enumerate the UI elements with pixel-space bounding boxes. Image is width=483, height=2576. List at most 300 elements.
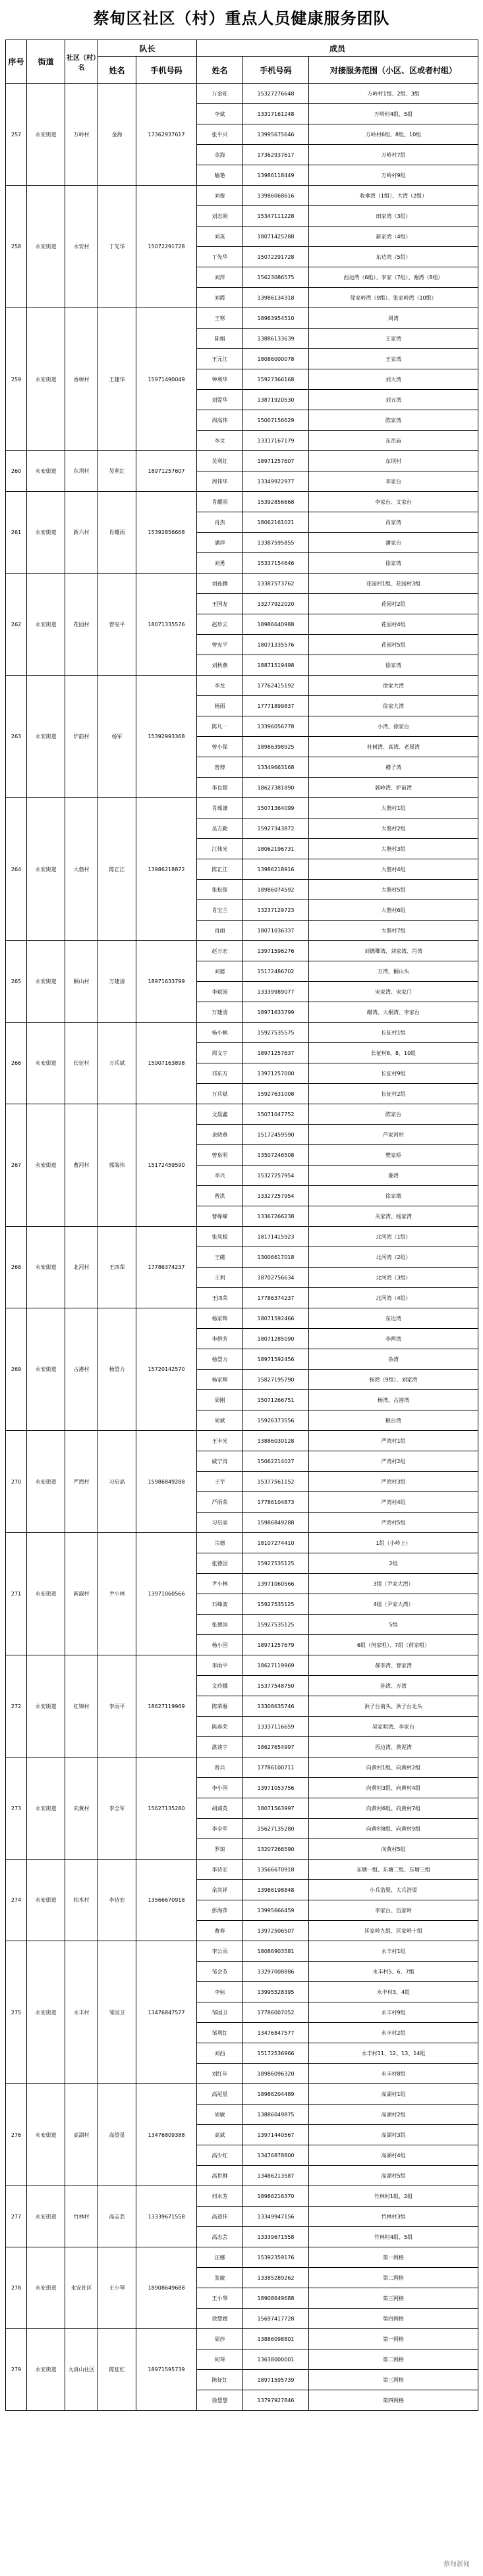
member-phone-cell: 13385289262	[243, 2268, 309, 2288]
member-name-cell: 汪娜	[197, 2247, 243, 2268]
community-cell: 北河村	[65, 1227, 98, 1308]
member-phone-cell: 13971060566	[243, 1574, 309, 1594]
member-phone-cell: 18986096320	[243, 2064, 309, 2084]
captain-phone-cell: 18627119969	[136, 1655, 197, 1758]
member-phone-cell: 17362937617	[243, 145, 309, 165]
table-row	[6, 2084, 478, 2105]
member-phone-cell: 15327257954	[243, 1166, 309, 1186]
member-scope-cell: 粮台湾	[309, 1410, 478, 1431]
member-name-cell: 李兴	[197, 1166, 243, 1186]
table-row	[6, 1860, 478, 1880]
member-scope-cell: 李两湾	[309, 1329, 478, 1349]
seq-cell: 271	[6, 1533, 27, 1655]
table-row	[6, 308, 478, 329]
member-phone-cell: 13006617018	[243, 1247, 309, 1268]
member-name-cell: 文晨鑫	[197, 1104, 243, 1125]
member-name-cell: 张德国	[197, 1553, 243, 1574]
member-scope-cell: 东岳庙	[309, 431, 478, 451]
captain-phone-cell: 15627135280	[136, 1758, 197, 1860]
member-scope-cell: 长征村1组	[309, 1023, 478, 1043]
member-scope-cell: 西边湾（6组）、李家（7组）、谢湾（8组）	[309, 267, 478, 288]
member-scope-cell: 长征村9组	[309, 1063, 478, 1084]
member-phone-cell: 13327257954	[243, 1186, 309, 1206]
seq-cell: 272	[6, 1655, 27, 1758]
seq-cell: 277	[6, 2186, 27, 2247]
member-phone-cell: 13995675646	[243, 124, 309, 145]
seq-cell: 258	[6, 186, 27, 308]
member-phone-cell: 18963954510	[243, 308, 309, 329]
member-name-cell: 周高伟	[197, 410, 243, 431]
member-name-cell: 赵珍云	[197, 614, 243, 635]
member-phone-cell: 18086000078	[243, 349, 309, 369]
member-phone-cell: 13308635746	[243, 1696, 309, 1717]
member-name-cell: 石峰波	[197, 1594, 243, 1615]
captain-name-cell: 吴利红	[98, 451, 136, 492]
member-phone-cell: 15986849288	[243, 1513, 309, 1533]
member-phone-cell: 15172486702	[243, 961, 309, 982]
member-phone-cell: 18071335576	[243, 635, 309, 655]
member-phone-cell: 15071047752	[243, 1104, 309, 1125]
captain-phone-cell: 18971633799	[136, 941, 197, 1023]
member-phone-cell: 13317167179	[243, 431, 309, 451]
member-scope-cell: 花园村4组	[309, 614, 478, 635]
member-phone-cell: 13367266238	[243, 1206, 309, 1227]
member-scope-cell: 3组（尹家大湾）	[309, 1574, 478, 1594]
member-name-cell: 王国友	[197, 594, 243, 614]
member-phone-cell: 13972506507	[243, 1921, 309, 1941]
header-community: 社区（村）名	[65, 40, 98, 84]
member-phone-cell: 17771899837	[243, 696, 309, 716]
member-scope-cell: 北河湾（2组）	[309, 1247, 478, 1268]
member-name-cell: 曾泉明	[197, 1145, 243, 1166]
member-phone-cell: 13986134318	[243, 288, 309, 308]
member-scope-cell: 新家湾（4组）	[309, 227, 478, 247]
table-row	[6, 2247, 478, 2268]
member-name-cell: 宗德	[197, 1533, 243, 1553]
member-phone-cell: 15377561152	[243, 1472, 309, 1492]
member-scope-cell: 向黄村8组、向黄村9组	[309, 1819, 478, 1839]
captain-phone-cell: 15392856668	[136, 492, 197, 574]
member-name-cell: 李斌	[197, 104, 243, 124]
captain-name-cell: 金海	[98, 84, 136, 186]
member-scope-cell: 收垂湾（1组）、大湾（2组）	[309, 186, 478, 206]
member-scope-cell: 醋湾、大桐湾、李家台	[309, 1002, 478, 1023]
member-phone-cell: 15327276648	[243, 84, 309, 104]
member-scope-cell: 小湾、徐家台	[309, 716, 478, 737]
member-scope-cell: 高湖村5组	[309, 2166, 478, 2186]
captain-phone-cell: 15072291728	[136, 186, 197, 308]
member-name-cell: 高少红	[197, 2145, 243, 2166]
member-name-cell: 李全军	[197, 1819, 243, 1839]
member-phone-cell: 15072291728	[243, 247, 309, 267]
member-scope-cell: 大偕村6组	[309, 900, 478, 921]
captain-name-cell: 李全军	[98, 1758, 136, 1860]
member-name-cell: 钟利华	[197, 369, 243, 390]
captain-name-cell: 曾宪平	[98, 574, 136, 676]
captain-name-cell: 郭海伟	[98, 1104, 136, 1227]
member-scope-cell: 周湾	[309, 308, 478, 329]
member-name-cell: 王四荣	[197, 1288, 243, 1308]
member-phone-cell: 13317161248	[243, 104, 309, 124]
member-phone-cell: 13886049875	[243, 2105, 309, 2125]
member-scope-cell: 高湖村2组	[309, 2105, 478, 2125]
member-scope-cell: 大偕村1组	[309, 798, 478, 818]
seq-cell: 265	[6, 941, 27, 1023]
member-phone-cell: 15927366168	[243, 369, 309, 390]
member-name-cell: 王丰光	[197, 1431, 243, 1451]
member-scope-cell: 匡家岭九组、匡家岭十组	[309, 1921, 478, 1941]
street-cell: 永安街道	[27, 1431, 65, 1533]
member-scope-cell: 徐家湾	[309, 655, 478, 676]
member-name-cell: 刘俊	[197, 186, 243, 206]
member-scope-cell: 万湾、桐山头	[309, 961, 478, 982]
captain-phone-cell: 13476847577	[136, 1941, 197, 2084]
member-name-cell: 周伟华	[197, 471, 243, 492]
member-scope-cell: 大偕村7组	[309, 921, 478, 941]
member-name-cell: 文玲娜	[197, 1676, 243, 1696]
member-phone-cell: 15172459590	[243, 1125, 309, 1145]
member-phone-cell: 13207266590	[243, 1839, 309, 1860]
member-phone-cell: 15927535125	[243, 1594, 309, 1615]
member-scope-cell: 东边湾	[309, 1308, 478, 1329]
member-phone-cell: 13337116659	[243, 1717, 309, 1737]
member-name-cell: 高斌	[197, 2125, 243, 2145]
member-name-cell: 曾兵	[197, 1758, 243, 1778]
captain-phone-cell: 13986218872	[136, 798, 197, 941]
header-captain-phone: 手机号码	[136, 57, 197, 84]
member-phone-cell: 13986198848	[243, 1880, 309, 1900]
member-name-cell: 王小琴	[197, 2288, 243, 2309]
member-name-cell: 曾洪	[197, 1186, 243, 1206]
member-name-cell: 张平兴	[197, 124, 243, 145]
member-scope-cell: 1组（小岭上）	[309, 1533, 478, 1553]
member-name-cell: 王磁	[197, 1247, 243, 1268]
member-name-cell: 余其祥	[197, 1880, 243, 1900]
member-phone-cell: 15926373556	[243, 1410, 309, 1431]
member-phone-cell: 18986398925	[243, 737, 309, 757]
member-phone-cell: 13971596276	[243, 941, 309, 961]
member-scope-cell: 小兵浩渠、大兵浩渠	[309, 1880, 478, 1900]
community-cell: 新六村	[65, 492, 98, 574]
member-phone-cell: 13995528395	[243, 1982, 309, 2002]
member-scope-cell: 肖家湾	[309, 512, 478, 533]
member-name-cell: 刘西	[197, 2043, 243, 2064]
member-name-cell: 张敏	[197, 2268, 243, 2288]
member-scope-cell: 竹林村3组	[309, 2207, 478, 2227]
member-name-cell: 李诗宏	[197, 1860, 243, 1880]
seq-cell: 264	[6, 798, 27, 941]
seq-cell: 259	[6, 308, 27, 451]
captain-name-cell: 高望星	[98, 2084, 136, 2186]
member-name-cell: 王元江	[197, 349, 243, 369]
member-name-cell: 邓东方	[197, 1063, 243, 1084]
street-cell: 永安街道	[27, 1758, 65, 1860]
member-scope-cell: 万岭村4组、5组	[309, 104, 478, 124]
member-phone-cell: 15347111228	[243, 206, 309, 227]
member-name-cell: 万建清	[197, 1002, 243, 1023]
member-phone-cell: 18908649688	[243, 2288, 309, 2309]
member-phone-cell: 17762415192	[243, 676, 309, 696]
member-phone-cell: 13486213587	[243, 2166, 309, 2186]
member-scope-cell: 穆子湾	[309, 757, 478, 778]
captain-name-cell: 尹小林	[98, 1533, 136, 1655]
captain-name-cell: 高志芸	[98, 2186, 136, 2247]
member-name-cell: 周敏	[197, 2105, 243, 2125]
captain-name-cell: 李雨平	[98, 1655, 136, 1758]
member-scope-cell: 万岭村9组	[309, 165, 478, 186]
header-captain: 队长	[98, 40, 197, 57]
member-phone-cell: 13986218916	[243, 859, 309, 880]
member-name-cell: 刘爱华	[197, 390, 243, 410]
member-scope-cell: 王家湾	[309, 329, 478, 349]
captain-phone-cell: 13971060566	[136, 1533, 197, 1655]
table-row	[6, 798, 478, 818]
member-scope-cell: 郝李湾、曾家湾	[309, 1655, 478, 1676]
captain-name-cell: 习启高	[98, 1431, 136, 1533]
member-name-cell: 潘萍	[197, 533, 243, 553]
member-scope-cell: 第四网格	[309, 2390, 478, 2411]
member-name-cell: 刘勇	[197, 553, 243, 574]
member-scope-cell: 第三网格	[309, 2370, 478, 2390]
member-scope-cell: 第一网格	[309, 2247, 478, 2268]
table-row	[6, 941, 478, 961]
member-scope-cell: 徐家岭湾（9组）、张家岭湾（10组）	[309, 288, 478, 308]
member-scope-cell: 王家湾	[309, 349, 478, 369]
member-name-cell: 张松保	[197, 880, 243, 900]
member-phone-cell: 13986068616	[243, 186, 309, 206]
member-phone-cell: 13566670918	[243, 1860, 309, 1880]
seq-cell: 262	[6, 574, 27, 676]
community-cell: 古港村	[65, 1308, 98, 1431]
member-phone-cell: 15697417728	[243, 2309, 309, 2329]
member-scope-cell: 港湾	[309, 1166, 478, 1186]
member-scope-cell: 高湖村1组	[309, 2084, 478, 2105]
member-name-cell: 周斌	[197, 1410, 243, 1431]
member-phone-cell: 17786100711	[243, 1758, 309, 1778]
member-scope-cell: 芦家河村	[309, 1125, 478, 1145]
captain-phone-cell: 18971595739	[136, 2329, 197, 2411]
street-cell: 永安街道	[27, 676, 65, 798]
community-cell: 桐山村	[65, 941, 98, 1023]
community-cell: 严湾村	[65, 1431, 98, 1533]
member-phone-cell: 17786374237	[243, 1288, 309, 1308]
member-name-cell: 金海	[197, 145, 243, 165]
member-name-cell: 张德国	[197, 1615, 243, 1635]
member-name-cell: 刘孙腾	[197, 574, 243, 594]
member-name-cell: 李斌园	[197, 982, 243, 1002]
captain-name-cell: 丁先华	[98, 186, 136, 308]
member-phone-cell: 13507246508	[243, 1145, 309, 1166]
captain-phone-cell: 15392993368	[136, 676, 197, 798]
member-scope-cell: 徐家墩	[309, 1186, 478, 1206]
member-name-cell: 邹利红	[197, 2023, 243, 2043]
member-phone-cell: 15062214027	[243, 1451, 309, 1472]
member-scope-cell: 杨湾（9组）、刘家湾	[309, 1370, 478, 1390]
member-name-cell: 杨家辉	[197, 1370, 243, 1390]
member-scope-cell: 永丰村3、4组	[309, 1982, 478, 2002]
member-phone-cell: 18071036337	[243, 921, 309, 941]
member-name-cell: 何水芳	[197, 2186, 243, 2207]
captain-phone-cell: 18908649688	[136, 2247, 197, 2329]
captain-name-cell: 万兵斌	[98, 1023, 136, 1104]
table-row	[6, 1104, 478, 1125]
member-scope-cell: 永丰村5、6、7组	[309, 1962, 478, 1982]
member-scope-cell: 吴家咀湾、李家台	[309, 1717, 478, 1737]
member-scope-cell: 刘大湾	[309, 369, 478, 390]
member-scope-cell: 花园村1组、花园村3组	[309, 574, 478, 594]
table-row	[6, 84, 478, 104]
member-phone-cell: 18071563997	[243, 1798, 309, 1819]
member-phone-cell: 15927343872	[243, 818, 309, 839]
member-name-cell: 余晓燕	[197, 1125, 243, 1145]
street-cell: 永安街道	[27, 186, 65, 308]
member-phone-cell: 18971595739	[243, 2370, 309, 2390]
street-cell: 永安街道	[27, 1104, 65, 1227]
member-name-cell: 李群芳	[197, 1329, 243, 1349]
watermark-text: 蔡甸新闻	[443, 2561, 470, 2568]
member-name-cell: 肖瑶谦	[197, 798, 243, 818]
member-name-cell: 李公雨	[197, 1941, 243, 1962]
community-cell: 高湖村	[65, 2084, 98, 2186]
member-name-cell: 曹春	[197, 1921, 243, 1941]
member-phone-cell: 15172536966	[243, 2043, 309, 2064]
member-scope-cell: 第三网格	[309, 2288, 478, 2309]
member-scope-cell: 李家台	[309, 471, 478, 492]
member-phone-cell: 18971592456	[243, 1349, 309, 1370]
member-scope-cell: 杜树湾、高湾、老屋湾	[309, 737, 478, 757]
community-cell: 永丰村	[65, 1941, 98, 2084]
seq-cell: 279	[6, 2329, 27, 2411]
member-scope-cell: 永丰村8组	[309, 2064, 478, 2084]
member-name-cell: 刘萍	[197, 267, 243, 288]
member-phone-cell: 18071285090	[243, 1329, 309, 1349]
table-row	[6, 1227, 478, 1247]
member-phone-cell: 15627135280	[243, 1819, 309, 1839]
member-name-cell: 徐慧媛	[197, 2309, 243, 2329]
member-name-cell: 高道伟	[197, 2207, 243, 2227]
member-scope-cell: 向黄村6组、向黄村7组	[309, 1798, 478, 1819]
member-name-cell: 丁先华	[197, 247, 243, 267]
member-phone-cell: 15007156629	[243, 410, 309, 431]
member-scope-cell: 第二网格	[309, 2349, 478, 2370]
community-cell: 永安社区	[65, 2247, 98, 2329]
community-cell: 东坝村	[65, 451, 98, 492]
member-phone-cell: 18171415923	[243, 1227, 309, 1247]
table-row	[6, 2329, 478, 2349]
captain-name-cell: 王建华	[98, 308, 136, 451]
community-cell: 向黄村	[65, 1758, 98, 1860]
seq-cell: 260	[6, 451, 27, 492]
street-cell: 永安街道	[27, 1860, 65, 1941]
member-phone-cell: 13387595855	[243, 533, 309, 553]
seq-cell: 269	[6, 1308, 27, 1431]
captain-phone-cell: 15720142570	[136, 1308, 197, 1431]
member-scope-cell: 徐家大湾	[309, 696, 478, 716]
member-scope-cell: 长征村2组	[309, 1084, 478, 1104]
community-cell: 花园村	[65, 574, 98, 676]
member-name-cell: 严雨荣	[197, 1492, 243, 1513]
member-name-cell: 陈娟	[197, 329, 243, 349]
member-phone-cell: 18986640988	[243, 614, 309, 635]
member-phone-cell: 13971053756	[243, 1778, 309, 1798]
member-scope-cell: 徐家湾	[309, 553, 478, 574]
member-scope-cell: 杂湾	[309, 1349, 478, 1370]
member-phone-cell: 13971440567	[243, 2125, 309, 2145]
member-name-cell: 李雨平	[197, 1655, 243, 1676]
member-name-cell: 肖杰	[197, 512, 243, 533]
member-name-cell: 曾小保	[197, 737, 243, 757]
community-cell: 柏木村	[65, 1860, 98, 1941]
street-cell: 永安街道	[27, 451, 65, 492]
member-phone-cell: 18971257679	[243, 1635, 309, 1655]
captain-name-cell: 杨望力	[98, 1308, 136, 1431]
member-scope-cell: 高湖村4组	[309, 2145, 478, 2166]
seq-cell: 276	[6, 2084, 27, 2186]
table-row	[6, 2186, 478, 2207]
page-title: 蔡甸区社区（村）重点人员健康服务团队	[93, 8, 390, 28]
member-name-cell: 曹峥嵘	[197, 1206, 243, 1227]
member-name-cell: 高尾星	[197, 2084, 243, 2105]
member-name-cell: 杨望力	[197, 1349, 243, 1370]
member-scope-cell: 樊家桥	[309, 1145, 478, 1166]
member-name-cell: 李小国	[197, 1778, 243, 1798]
member-name-cell: 湛谈宇	[197, 1737, 243, 1758]
member-phone-cell: 18062161021	[243, 512, 309, 533]
member-phone-cell: 13277922020	[243, 594, 309, 614]
member-scope-cell: 东坝村	[309, 451, 478, 471]
member-phone-cell: 18086903581	[243, 1941, 309, 1962]
member-name-cell: 刘婆	[197, 961, 243, 982]
member-phone-cell: 13387573762	[243, 574, 309, 594]
member-phone-cell: 15377548750	[243, 1676, 309, 1696]
table-row	[6, 1655, 478, 1676]
street-cell: 永安街道	[27, 941, 65, 1023]
member-scope-cell: 严湾村5组	[309, 1513, 478, 1533]
header-seq: 序号	[6, 40, 27, 84]
member-name-cell: 曾宪平	[197, 635, 243, 655]
member-scope-cell: 大偕村5组	[309, 880, 478, 900]
member-name-cell: 刘英	[197, 227, 243, 247]
member-phone-cell: 13339671558	[243, 2227, 309, 2247]
member-name-cell: 王芋	[197, 1472, 243, 1492]
member-phone-cell: 15927631008	[243, 1084, 309, 1104]
member-name-cell: 陈荣雁	[197, 1696, 243, 1717]
member-phone-cell: 18071592466	[243, 1308, 309, 1329]
member-name-cell: 刘秋燕	[197, 655, 243, 676]
member-scope-cell: 第一网格	[309, 2329, 478, 2349]
member-phone-cell: 18971257637	[243, 1043, 309, 1063]
member-name-cell: 李龙	[197, 676, 243, 696]
member-phone-cell: 18627119969	[243, 1655, 309, 1676]
member-scope-cell: 大偕村3组	[309, 839, 478, 859]
member-phone-cell: 15071266751	[243, 1390, 309, 1410]
member-phone-cell: 13886030128	[243, 1431, 309, 1451]
member-name-cell: 周刚	[197, 1390, 243, 1410]
member-scope-cell: 2组	[309, 1553, 478, 1574]
member-phone-cell: 18071425288	[243, 227, 309, 247]
table-row	[6, 451, 478, 471]
member-scope-cell: 东边湾（5组）	[309, 247, 478, 267]
member-phone-cell: 18627654997	[243, 1737, 309, 1758]
member-name-cell: 赵万宏	[197, 941, 243, 961]
member-name-cell: 杨家辉	[197, 1308, 243, 1329]
member-phone-cell: 15827195790	[243, 1370, 309, 1390]
seq-cell: 263	[6, 676, 27, 798]
member-name-cell: 吴方勤	[197, 818, 243, 839]
member-name-cell: 杨小国	[197, 1635, 243, 1655]
member-phone-cell: 15623086575	[243, 267, 309, 288]
seq-cell: 257	[6, 84, 27, 186]
